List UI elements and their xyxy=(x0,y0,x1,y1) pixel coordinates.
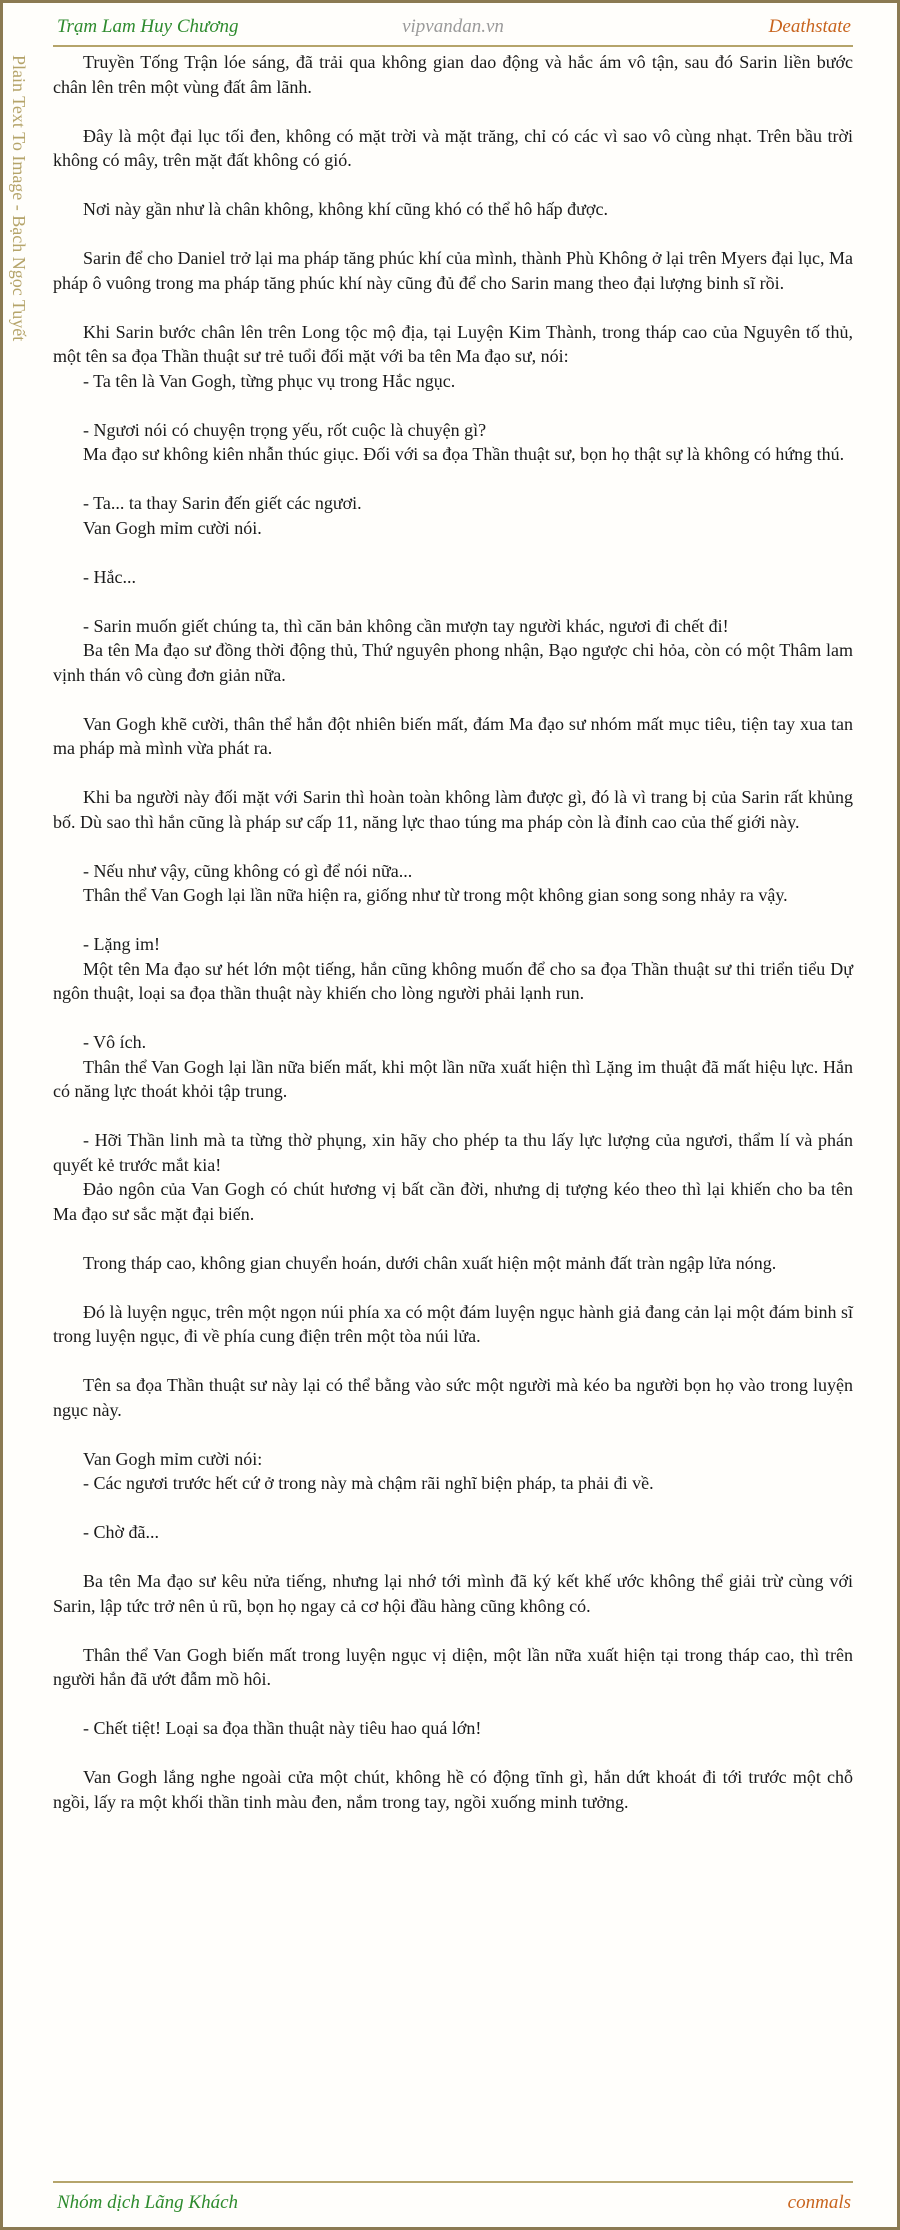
paragraph-line: Ba tên Ma đạo sư kêu nửa tiếng, nhưng lại nhớ tới mình đã ký kết khế ước không thể giải trừ cùng với Sarin, lập tức trở nên ủ rũ, bọn họ ngay cả cơ hội đầu hàng cũng không có. xyxy=(53,1571,853,1616)
paragraph-line: - Ngươi nói có chuyện trọng yếu, rốt cuộc là chuyện gì? xyxy=(83,419,487,440)
page-footer xyxy=(53,2188,853,2218)
paragraph xyxy=(53,197,853,222)
paragraph-line: Ma đạo sư không kiên nhẫn thúc giục. Đối với sa đọa Thần thuật sư, bọn họ thật sự là không có hứng thú. xyxy=(83,444,845,464)
paragraph-line: Van Gogh mỉm cười nói: xyxy=(83,1448,263,1469)
paragraph xyxy=(53,418,853,467)
paragraph-line: Thân thể Van Gogh biến mất trong luyện ngục vị diện, một lần nữa xuất hiện tại trong tháp cao, thì trên người hắn đã ướt đẫm mồ hôi. xyxy=(53,1644,853,1689)
paragraph xyxy=(53,1447,853,1496)
paragraph xyxy=(53,614,853,688)
paragraph-line: - Nếu như vậy, cũng không có gì để nói nữa... xyxy=(83,860,413,881)
paragraph-line: - Hỡi Thần linh mà ta từng thờ phụng, xin hãy cho phép ta thu lấy lực lượng của ngươi, thẩm lí và phán quyết kẻ trước mắt kia! xyxy=(53,1130,853,1175)
paragraph xyxy=(53,1643,853,1692)
paragraph-line: - Chết tiệt! Loại sa đọa thần thuật này tiêu hao quá lớn! xyxy=(83,1718,482,1738)
paragraph xyxy=(53,1030,853,1104)
paragraph xyxy=(53,859,853,908)
paragraph xyxy=(53,1373,853,1422)
paragraph-line: Van Gogh lắng nghe ngoài cửa một chút, không hề có động tĩnh gì, hắn dứt khoát đi tới trước một chỗ ngồi, lấy ra một khối thần tinh màu đen, nắm trong tay, ngồi xuống minh tưởng. xyxy=(53,1767,853,1812)
paragraph xyxy=(53,1765,853,1814)
paragraph-line: Một tên Ma đạo sư hét lớn một tiếng, hắn cũng không muốn để cho sa đọa Thần thuật sư thi triển tiểu Dự ngôn thuật, loại sa đọa thần thuật này khiến cho lòng người phải lạnh run. xyxy=(53,958,853,1003)
translator-group: Nhóm dịch Lãng Khách xyxy=(57,2192,239,2213)
paragraph-line: - Ta tên là Van Gogh, từng phục vụ trong Hắc ngục. xyxy=(83,370,456,391)
paragraph xyxy=(53,124,853,173)
paragraph-line: Thân thể Van Gogh lại lần nữa biến mất, khi một lần nữa xuất hiện thì Lặng im thuật đã mất hiệu lực. Hắn có năng lực thoát khỏi tập trung. xyxy=(53,1056,853,1101)
side-watermark: Plain Text To Image - Bạch Ngọc Tuyết xyxy=(9,55,29,342)
paragraph-line: Trong tháp cao, không gian chuyển hoán, dưới chân xuất hiện một mảnh đất tràn ngập lửa nóng. xyxy=(83,1252,777,1273)
paragraph xyxy=(53,491,853,540)
header-divider xyxy=(53,45,853,47)
paragraph-line: Khi ba người này đối mặt với Sarin thì hoàn toàn không làm được gì, đó là vì trang bị của Sarin rất khủng bố. Dù sao thì hắn cũng là pháp sư cấp 11, năng lực thao túng ma pháp còn là đỉnh cao của thế giới này. xyxy=(53,787,853,832)
paragraph xyxy=(53,50,853,99)
site-name: Trạm Lam Huy Chương xyxy=(57,16,239,37)
site-url: vipvandan.vn xyxy=(402,16,504,37)
paragraph xyxy=(53,712,853,761)
paragraph xyxy=(53,1128,853,1226)
paragraph-line: Đảo ngôn của Van Gogh có chút hương vị bất cần đời, nhưng dị tượng kéo theo thì lại khiến cho ba tên Ma đạo sư sắc mặt đại biến. xyxy=(53,1179,853,1224)
paragraph-line: Van Gogh mỉm cười nói. xyxy=(83,517,262,538)
editor-name: conmals xyxy=(787,2192,851,2213)
paragraph-line: Đây là một đại lục tối đen, không có mặt trời và mặt trăng, chỉ có các vì sao vô cùng nhạt. Trên bầu trời không có mây, trên mặt đất không có gió. xyxy=(53,125,853,170)
paragraph xyxy=(53,246,853,295)
paragraph-line: - Chờ đã... xyxy=(83,1522,160,1542)
footer-divider xyxy=(53,2181,853,2183)
paragraph xyxy=(53,1300,853,1349)
paragraph-line: - Hắc... xyxy=(83,566,136,587)
paragraph xyxy=(53,565,853,590)
story-body xyxy=(53,50,853,1839)
page-header xyxy=(53,13,853,45)
paragraph-line: Truyền Tống Trận lóe sáng, đã trải qua không gian dao động và hắc ám vô tận, sau đó Sarin liền bước chân lên trên một vùng đất âm lãnh. xyxy=(53,52,853,97)
paragraph-line: - Ta... ta thay Sarin đến giết các ngươi. xyxy=(83,493,362,513)
paragraph-line: Khi Sarin bước chân lên trên Long tộc mộ địa, tại Luyện Kim Thành, trong tháp cao của Nguyên tố thủ, một tên sa đọa Thần thuật sư trẻ tuổi đối mặt với ba tên Ma đạo sư, nói: xyxy=(53,321,853,366)
paragraph-line: - Sarin muốn giết chúng ta, thì căn bản không cần mượn tay người khác, ngươi đi chết đi! xyxy=(83,615,729,636)
paragraph xyxy=(53,1520,853,1545)
paragraph-line: Sarin để cho Daniel trở lại ma pháp tăng phúc khí của mình, thành Phù Không ở lại trên Myers đại lục, Ma pháp ô vuông trong ma pháp tăng phúc khí này cũng đủ để cho Sarin mang theo đại lượng binh sĩ rồi. xyxy=(53,248,853,293)
paragraph xyxy=(53,1569,853,1618)
paragraph-line: Thân thể Van Gogh lại lần nữa hiện ra, giống như từ trong một không gian song song nhảy ra vậy. xyxy=(83,885,788,905)
paragraph xyxy=(53,785,853,834)
paragraph-line: - Lặng im! xyxy=(83,934,160,954)
paragraph xyxy=(53,1716,853,1741)
paragraph-line: Ba tên Ma đạo sư đồng thời động thủ, Thứ nguyên phong nhận, Bạo ngược chi hỏa, còn có một Thâm lam vịnh thán vô cùng đơn giản nữa. xyxy=(53,640,853,685)
paragraph-line: Van Gogh khẽ cười, thân thể hắn đột nhiên biến mất, đám Ma đạo sư nhóm mất mục tiêu, tiện tay xua tan ma pháp mà mình vừa phát ra. xyxy=(53,713,853,758)
author-name: Deathstate xyxy=(768,16,851,37)
paragraph xyxy=(53,932,853,1006)
paragraph-line: Tên sa đọa Thần thuật sư này lại có thể bằng vào sức một người mà kéo ba người bọn họ vào trong luyện ngục này. xyxy=(53,1375,853,1420)
paragraph-line: Nơi này gần như là chân không, không khí cũng khó có thể hô hấp được. xyxy=(83,199,608,219)
paragraph-line: Đó là luyện ngục, trên một ngọn núi phía xa có một đám luyện ngục hành giả đang cản lại một đám binh sĩ trong luyện ngục, đi về phía cung điện trên một tòa núi lửa. xyxy=(53,1301,853,1346)
paragraph-line: - Các ngươi trước hết cứ ở trong này mà chậm rãi nghĩ biện pháp, ta phải đi về. xyxy=(83,1473,654,1493)
paragraph xyxy=(53,320,853,394)
paragraph xyxy=(53,1251,853,1276)
paragraph-line: - Vô ích. xyxy=(83,1032,147,1052)
